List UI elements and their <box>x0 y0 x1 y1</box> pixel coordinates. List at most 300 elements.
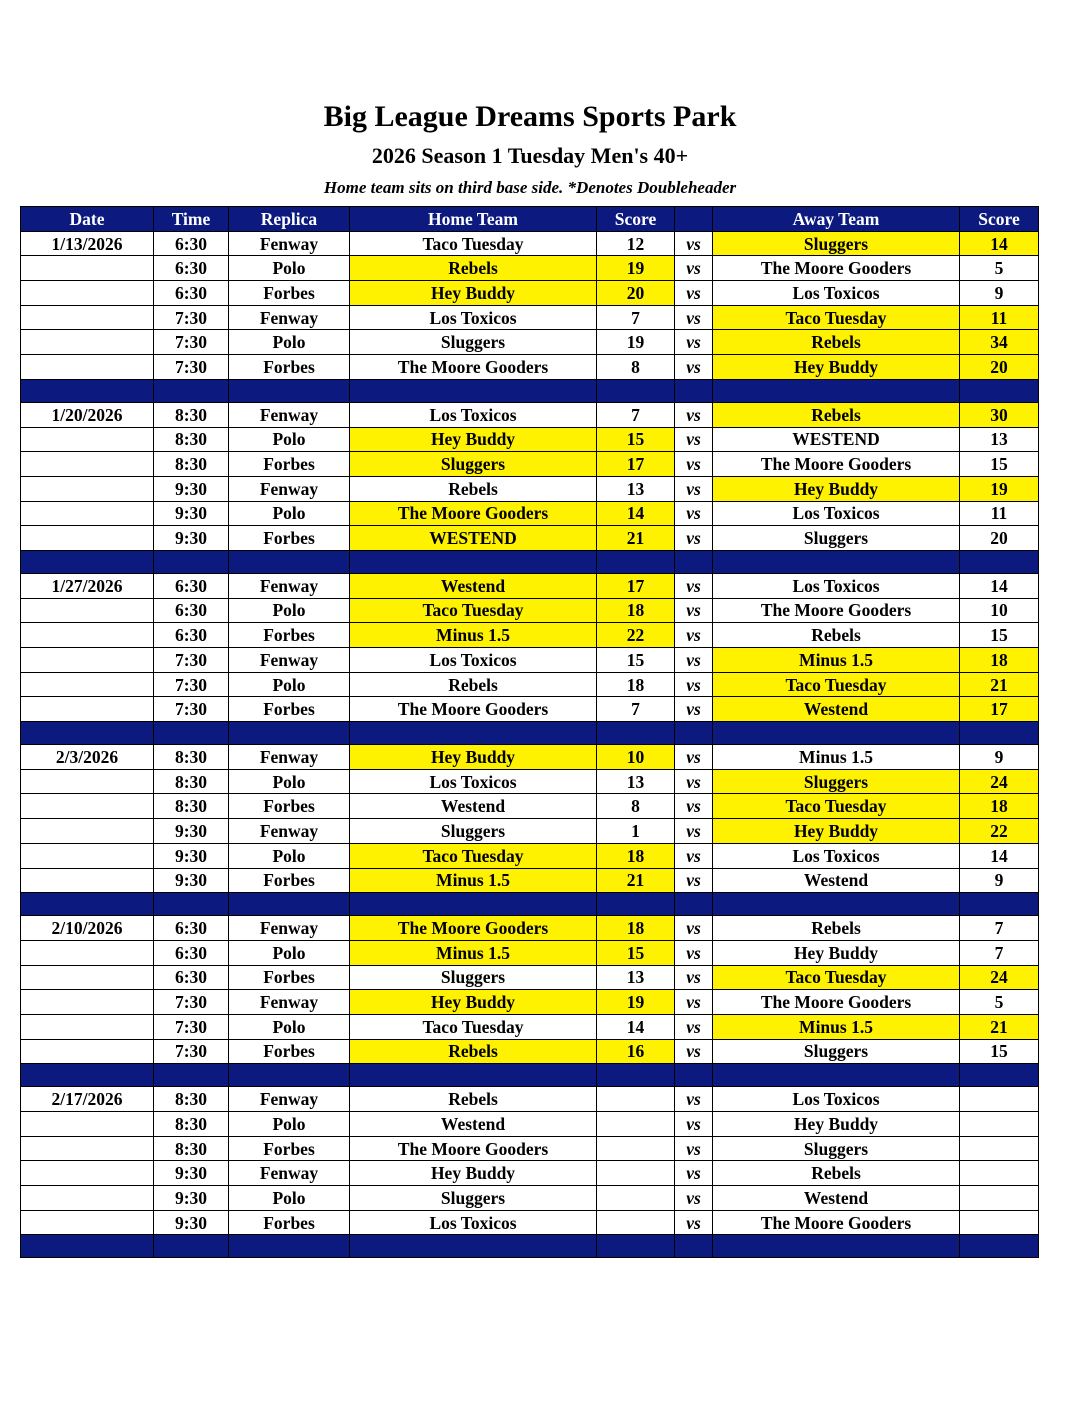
home-score: 22 <box>597 623 675 648</box>
game-field: Fenway <box>229 231 350 256</box>
away-score: 14 <box>960 573 1039 598</box>
away-team: Rebels <box>713 330 960 355</box>
home-score: 15 <box>597 648 675 673</box>
home-team: Los Toxicos <box>350 648 597 673</box>
game-time: 7:30 <box>154 648 229 673</box>
away-score: 7 <box>960 916 1039 941</box>
home-score: 14 <box>597 501 675 526</box>
separator-cell <box>21 893 154 916</box>
separator-cell <box>21 379 154 402</box>
game-row <box>21 794 1039 819</box>
away-team: Hey Buddy <box>713 940 960 965</box>
game-time: 6:30 <box>154 281 229 306</box>
away-score: 11 <box>960 305 1039 330</box>
home-score: 18 <box>597 916 675 941</box>
game-time: 7:30 <box>154 1039 229 1064</box>
away-score <box>960 1112 1039 1137</box>
game-field: Fenway <box>229 819 350 844</box>
game-date <box>21 990 154 1015</box>
game-field: Polo <box>229 1186 350 1211</box>
game-row <box>21 940 1039 965</box>
away-team: Los Toxicos <box>713 501 960 526</box>
schedule-note: Home team sits on third base side. *Denotes Doubleheader <box>323 178 737 197</box>
game-field: Polo <box>229 769 350 794</box>
away-team: The Moore Gooders <box>713 452 960 477</box>
separator-cell <box>960 379 1039 402</box>
away-team: Los Toxicos <box>713 1087 960 1112</box>
game-field: Fenway <box>229 573 350 598</box>
home-team: Minus 1.5 <box>350 940 597 965</box>
separator-cell <box>960 722 1039 745</box>
game-time: 9:30 <box>154 868 229 893</box>
game-time: 9:30 <box>154 1210 229 1235</box>
away-team: WESTEND <box>713 427 960 452</box>
game-field: Fenway <box>229 1161 350 1186</box>
away-team: Rebels <box>713 402 960 427</box>
week-separator <box>21 722 1039 745</box>
separator-cell <box>675 1064 713 1087</box>
away-team: The Moore Gooders <box>713 256 960 281</box>
game-field: Fenway <box>229 648 350 673</box>
separator-cell <box>960 550 1039 573</box>
away-score: 21 <box>960 1014 1039 1039</box>
away-team: Sluggers <box>713 1136 960 1161</box>
home-team: Sluggers <box>350 330 597 355</box>
vs-label: vs <box>675 231 713 256</box>
vs-label: vs <box>675 1087 713 1112</box>
separator-cell <box>597 1064 675 1087</box>
game-row <box>21 965 1039 990</box>
home-team: Hey Buddy <box>350 1161 597 1186</box>
vs-label: vs <box>675 452 713 477</box>
away-team: Westend <box>713 1186 960 1211</box>
vs-label: vs <box>675 623 713 648</box>
away-score: 19 <box>960 476 1039 501</box>
game-time: 7:30 <box>154 990 229 1015</box>
game-date <box>21 598 154 623</box>
separator-cell <box>350 550 597 573</box>
away-score: 17 <box>960 697 1039 722</box>
game-time: 6:30 <box>154 965 229 990</box>
away-team: Minus 1.5 <box>713 648 960 673</box>
home-score: 13 <box>597 769 675 794</box>
game-date <box>21 623 154 648</box>
game-field: Polo <box>229 940 350 965</box>
week-separator <box>21 1235 1039 1258</box>
home-score: 8 <box>597 794 675 819</box>
home-score: 20 <box>597 281 675 306</box>
game-time: 8:30 <box>154 1112 229 1137</box>
game-time: 7:30 <box>154 697 229 722</box>
game-field: Polo <box>229 501 350 526</box>
game-row <box>21 916 1039 941</box>
separator-cell <box>960 1064 1039 1087</box>
game-date <box>21 256 154 281</box>
away-score: 20 <box>960 526 1039 551</box>
game-row <box>21 819 1039 844</box>
game-row <box>21 573 1039 598</box>
vs-label: vs <box>675 573 713 598</box>
separator-cell <box>597 893 675 916</box>
game-date: 1/13/2026 <box>21 231 154 256</box>
home-team: Westend <box>350 1112 597 1137</box>
col-time-header: Time <box>154 207 229 232</box>
game-time: 9:30 <box>154 1161 229 1186</box>
vs-label: vs <box>675 281 713 306</box>
vs-label: vs <box>675 745 713 770</box>
game-date <box>21 940 154 965</box>
game-time: 9:30 <box>154 819 229 844</box>
home-score: 10 <box>597 745 675 770</box>
vs-label: vs <box>675 305 713 330</box>
home-score: 18 <box>597 598 675 623</box>
vs-label: vs <box>675 1136 713 1161</box>
away-team: Los Toxicos <box>713 843 960 868</box>
away-team: Minus 1.5 <box>713 745 960 770</box>
separator-cell <box>713 379 960 402</box>
game-date <box>21 1014 154 1039</box>
game-date <box>21 526 154 551</box>
vs-label: vs <box>675 916 713 941</box>
game-time: 9:30 <box>154 526 229 551</box>
game-time: 6:30 <box>154 256 229 281</box>
game-row <box>21 305 1039 330</box>
game-row <box>21 868 1039 893</box>
home-team: Rebels <box>350 1039 597 1064</box>
game-date: 2/10/2026 <box>21 916 154 941</box>
game-field: Fenway <box>229 402 350 427</box>
vs-label: vs <box>675 819 713 844</box>
schedule-body <box>21 231 1039 1258</box>
away-score: 18 <box>960 648 1039 673</box>
game-date: 1/27/2026 <box>21 573 154 598</box>
away-score: 14 <box>960 843 1039 868</box>
home-score: 15 <box>597 427 675 452</box>
separator-cell <box>713 1235 960 1258</box>
away-score: 10 <box>960 598 1039 623</box>
away-score <box>960 1136 1039 1161</box>
vs-label: vs <box>675 672 713 697</box>
col-date-header: Date <box>21 207 154 232</box>
game-date <box>21 868 154 893</box>
game-row <box>21 745 1039 770</box>
home-score: 21 <box>597 868 675 893</box>
game-time: 7:30 <box>154 672 229 697</box>
game-time: 6:30 <box>154 940 229 965</box>
game-row <box>21 256 1039 281</box>
away-team: Sluggers <box>713 526 960 551</box>
home-score: 17 <box>597 452 675 477</box>
home-team: Sluggers <box>350 965 597 990</box>
game-field: Forbes <box>229 697 350 722</box>
vs-label: vs <box>675 769 713 794</box>
game-date <box>21 697 154 722</box>
vs-label: vs <box>675 990 713 1015</box>
game-date <box>21 965 154 990</box>
vs-label: vs <box>675 355 713 380</box>
vs-label: vs <box>675 1014 713 1039</box>
game-time: 9:30 <box>154 501 229 526</box>
separator-cell <box>713 893 960 916</box>
game-time: 8:30 <box>154 745 229 770</box>
game-time: 7:30 <box>154 355 229 380</box>
separator-cell <box>675 379 713 402</box>
home-score: 8 <box>597 355 675 380</box>
home-score <box>597 1112 675 1137</box>
game-time: 6:30 <box>154 623 229 648</box>
away-team: Sluggers <box>713 1039 960 1064</box>
schedule-table <box>20 206 1039 1258</box>
game-row <box>21 1210 1039 1235</box>
away-score: 15 <box>960 623 1039 648</box>
away-team: The Moore Gooders <box>713 598 960 623</box>
home-score: 13 <box>597 965 675 990</box>
separator-cell <box>350 893 597 916</box>
game-row <box>21 476 1039 501</box>
away-team: Hey Buddy <box>713 355 960 380</box>
game-row <box>21 1014 1039 1039</box>
home-score <box>597 1210 675 1235</box>
game-date <box>21 427 154 452</box>
away-score <box>960 1186 1039 1211</box>
game-row <box>21 330 1039 355</box>
game-row <box>21 1161 1039 1186</box>
game-row <box>21 990 1039 1015</box>
game-time: 8:30 <box>154 769 229 794</box>
away-team: Sluggers <box>713 769 960 794</box>
game-time: 8:30 <box>154 794 229 819</box>
separator-cell <box>597 379 675 402</box>
home-team: The Moore Gooders <box>350 697 597 722</box>
separator-cell <box>154 722 229 745</box>
game-time: 6:30 <box>154 231 229 256</box>
col-replica-header: Replica <box>229 207 350 232</box>
separator-cell <box>229 722 350 745</box>
away-score <box>960 1161 1039 1186</box>
away-score: 5 <box>960 990 1039 1015</box>
separator-cell <box>154 1064 229 1087</box>
game-time: 9:30 <box>154 843 229 868</box>
separator-cell <box>229 550 350 573</box>
game-row <box>21 501 1039 526</box>
game-row <box>21 697 1039 722</box>
game-row <box>21 1112 1039 1137</box>
away-score: 9 <box>960 868 1039 893</box>
game-date <box>21 330 154 355</box>
separator-cell <box>960 893 1039 916</box>
home-team: Sluggers <box>350 1186 597 1211</box>
home-team: Rebels <box>350 256 597 281</box>
game-field: Polo <box>229 256 350 281</box>
game-date <box>21 305 154 330</box>
away-team: Hey Buddy <box>713 819 960 844</box>
vs-label: vs <box>675 1112 713 1137</box>
away-score: 9 <box>960 745 1039 770</box>
game-time: 7:30 <box>154 305 229 330</box>
vs-label: vs <box>675 476 713 501</box>
vs-label: vs <box>675 1161 713 1186</box>
game-field: Fenway <box>229 476 350 501</box>
home-score <box>597 1136 675 1161</box>
game-time: 8:30 <box>154 452 229 477</box>
separator-cell <box>713 722 960 745</box>
separator-cell <box>675 893 713 916</box>
home-team: The Moore Gooders <box>350 916 597 941</box>
vs-label: vs <box>675 868 713 893</box>
away-team: Hey Buddy <box>713 1112 960 1137</box>
game-time: 6:30 <box>154 916 229 941</box>
game-row <box>21 648 1039 673</box>
home-team: Rebels <box>350 672 597 697</box>
col-home-team-header: Home Team <box>350 207 597 232</box>
away-score: 24 <box>960 965 1039 990</box>
vs-label: vs <box>675 648 713 673</box>
away-score: 30 <box>960 402 1039 427</box>
game-date <box>21 794 154 819</box>
home-team: Hey Buddy <box>350 745 597 770</box>
game-field: Fenway <box>229 745 350 770</box>
game-field: Fenway <box>229 305 350 330</box>
home-team: The Moore Gooders <box>350 501 597 526</box>
game-date <box>21 843 154 868</box>
home-score: 17 <box>597 573 675 598</box>
home-score: 7 <box>597 402 675 427</box>
home-team: The Moore Gooders <box>350 355 597 380</box>
separator-cell <box>597 1235 675 1258</box>
separator-cell <box>713 1064 960 1087</box>
game-row <box>21 452 1039 477</box>
vs-label: vs <box>675 598 713 623</box>
away-team: The Moore Gooders <box>713 1210 960 1235</box>
home-team: Los Toxicos <box>350 402 597 427</box>
separator-cell <box>960 1235 1039 1258</box>
away-score: 9 <box>960 281 1039 306</box>
home-team: Taco Tuesday <box>350 231 597 256</box>
home-team: Hey Buddy <box>350 281 597 306</box>
vs-label: vs <box>675 843 713 868</box>
game-time: 9:30 <box>154 476 229 501</box>
col-home-score-header: Score <box>597 207 675 232</box>
home-team: WESTEND <box>350 526 597 551</box>
away-team: Taco Tuesday <box>713 965 960 990</box>
game-row <box>21 1186 1039 1211</box>
away-team: Taco Tuesday <box>713 305 960 330</box>
home-score: 18 <box>597 672 675 697</box>
separator-cell <box>21 1064 154 1087</box>
game-date <box>21 281 154 306</box>
game-date <box>21 476 154 501</box>
page-title: Big League Dreams Sports Park <box>323 100 737 133</box>
away-score: 20 <box>960 355 1039 380</box>
separator-cell <box>21 550 154 573</box>
away-team: Westend <box>713 868 960 893</box>
home-team: Hey Buddy <box>350 990 597 1015</box>
home-team: Los Toxicos <box>350 305 597 330</box>
game-time: 6:30 <box>154 573 229 598</box>
home-score: 21 <box>597 526 675 551</box>
home-score: 16 <box>597 1039 675 1064</box>
separator-cell <box>154 1235 229 1258</box>
home-team: Taco Tuesday <box>350 1014 597 1039</box>
game-row <box>21 231 1039 256</box>
col-vs-header <box>675 207 713 232</box>
game-field: Polo <box>229 330 350 355</box>
away-team: Rebels <box>713 623 960 648</box>
vs-label: vs <box>675 1039 713 1064</box>
home-score <box>597 1186 675 1211</box>
home-team: Taco Tuesday <box>350 843 597 868</box>
vs-label: vs <box>675 965 713 990</box>
game-field: Fenway <box>229 916 350 941</box>
away-team: Rebels <box>713 916 960 941</box>
home-score: 15 <box>597 940 675 965</box>
separator-cell <box>229 893 350 916</box>
vs-label: vs <box>675 501 713 526</box>
away-score: 11 <box>960 501 1039 526</box>
home-score: 1 <box>597 819 675 844</box>
home-score: 18 <box>597 843 675 868</box>
game-time: 7:30 <box>154 330 229 355</box>
game-row <box>21 1087 1039 1112</box>
game-field: Forbes <box>229 452 350 477</box>
game-field: Forbes <box>229 526 350 551</box>
game-row <box>21 1039 1039 1064</box>
game-time: 8:30 <box>154 427 229 452</box>
game-field: Forbes <box>229 623 350 648</box>
game-field: Fenway <box>229 990 350 1015</box>
away-team: Los Toxicos <box>713 281 960 306</box>
game-field: Forbes <box>229 794 350 819</box>
game-field: Polo <box>229 598 350 623</box>
separator-cell <box>229 1064 350 1087</box>
game-row <box>21 427 1039 452</box>
week-separator <box>21 1064 1039 1087</box>
game-date <box>21 1186 154 1211</box>
vs-label: vs <box>675 697 713 722</box>
col-away-score-header: Score <box>960 207 1039 232</box>
game-field: Forbes <box>229 868 350 893</box>
game-row <box>21 281 1039 306</box>
game-time: 6:30 <box>154 598 229 623</box>
game-date <box>21 672 154 697</box>
game-field: Forbes <box>229 1039 350 1064</box>
home-score <box>597 1161 675 1186</box>
away-team: Hey Buddy <box>713 476 960 501</box>
home-team: Westend <box>350 794 597 819</box>
home-team: Sluggers <box>350 452 597 477</box>
game-row <box>21 402 1039 427</box>
separator-cell <box>713 550 960 573</box>
away-team: Los Toxicos <box>713 573 960 598</box>
home-team: Rebels <box>350 476 597 501</box>
away-score: 5 <box>960 256 1039 281</box>
away-score <box>960 1087 1039 1112</box>
away-team: Rebels <box>713 1161 960 1186</box>
game-row <box>21 598 1039 623</box>
home-team: Taco Tuesday <box>350 598 597 623</box>
away-score: 21 <box>960 672 1039 697</box>
vs-label: vs <box>675 526 713 551</box>
separator-cell <box>154 550 229 573</box>
game-field: Polo <box>229 1014 350 1039</box>
away-team: Sluggers <box>713 231 960 256</box>
game-date: 1/20/2026 <box>21 402 154 427</box>
game-date <box>21 355 154 380</box>
game-row <box>21 623 1039 648</box>
game-field: Forbes <box>229 1136 350 1161</box>
game-row <box>21 1136 1039 1161</box>
home-team: Minus 1.5 <box>350 623 597 648</box>
